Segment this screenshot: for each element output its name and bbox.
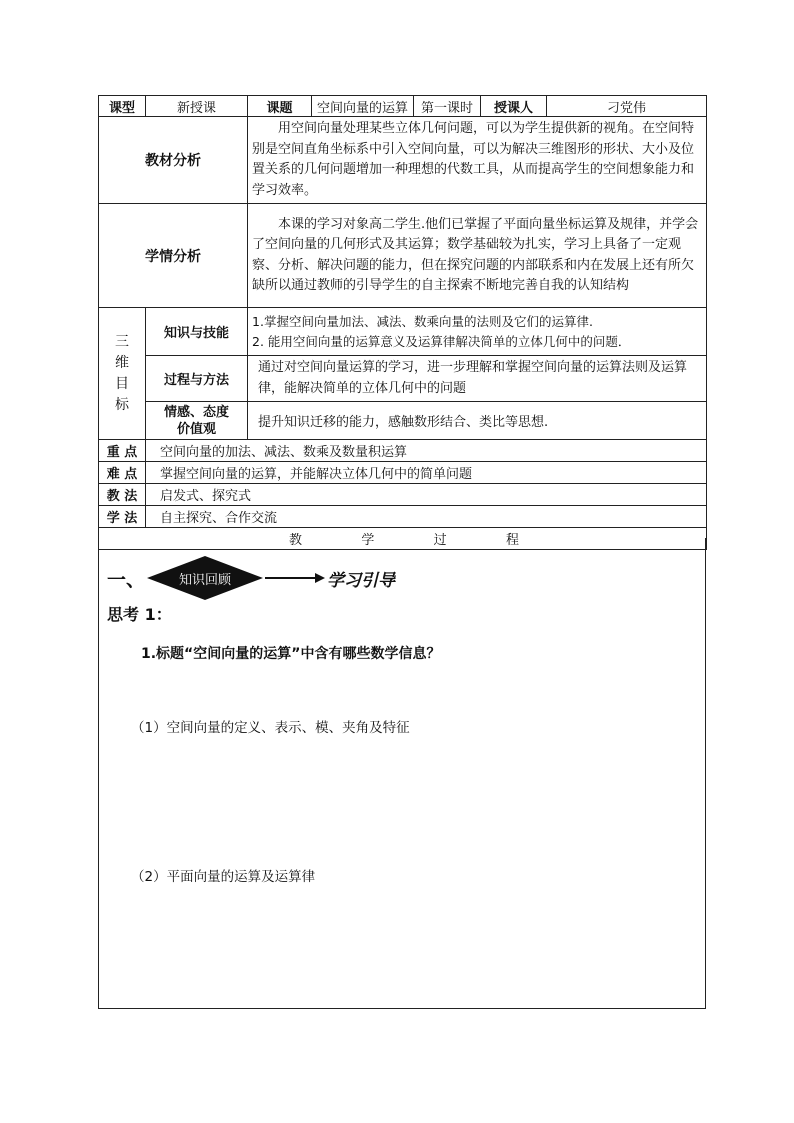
period-value: 第一课时 (414, 96, 481, 117)
knowledge-line: 1.掌握空间向量加法、减法、数乘向量的法则及它们的运算律. (252, 313, 593, 329)
think1-sub1: （1）空间向量的定义、表示、模、夹角及特征 (131, 720, 410, 736)
material-analysis-row (99, 117, 707, 204)
objectives-char: 维 (115, 354, 129, 371)
right-arrow-icon (265, 570, 325, 586)
header-row (99, 96, 707, 117)
objectives-char: 目 (115, 375, 129, 392)
process-heading-char: 程 (505, 533, 519, 548)
process-heading-char: 教 (289, 533, 303, 548)
teaching-process-area (98, 538, 706, 1009)
process-text: 通过对空间向量运算的学习，进一步理解和掌握空间向量的运算法则及运算律，能解决简单的立体几何中的问题 (248, 356, 707, 402)
focus-row (99, 440, 707, 462)
badge-text: 知识回顾 (179, 573, 232, 588)
emotion-text: 提升知识迁移的能力，感触数形结合、类比等思想. (248, 402, 707, 440)
objectives-char: 标 (115, 396, 129, 413)
learning-guide-title: 学习引导 (327, 570, 396, 591)
student-analysis-label: 学情分析 (99, 204, 248, 308)
learning-method-row (99, 506, 707, 528)
process-heading-char: 学 (361, 533, 375, 548)
objective-process-row (99, 356, 707, 402)
section1-number: 一、 (107, 568, 146, 591)
section1-heading (107, 556, 395, 600)
student-analysis-row (99, 204, 707, 308)
difficulty-text: 掌握空间向量的运算，并能解决立体几何中的简单问题 (146, 462, 707, 484)
knowledge-line: 2. 能用空间向量的运算意义及运算律解决简单的立体几何中的问题． (252, 333, 631, 349)
teaching-method-label: 教 法 (99, 484, 146, 506)
type-label: 课型 (99, 96, 146, 117)
objective-emotion-row (99, 402, 707, 440)
teaching-method-row (99, 484, 707, 506)
objective-knowledge-row (99, 308, 707, 356)
material-analysis-label: 教材分析 (99, 117, 248, 204)
student-analysis-text: 本课的学习对象高二学生.他们已掌握了平面向量坐标运算及规律，并学会了空间向量的几何形式及其运算；数学基础较为扎实，学习上具备了一定观察、分析、解决问题的能力，但在探究问题的内部联系和内在发展上还有所欠缺所以通过教师的引导学生的自主探索不断地完善自我的认知结构 (248, 204, 707, 308)
emotion-label (146, 402, 248, 440)
learning-method-text: 自主探究、合作交流 (146, 506, 707, 528)
teacher-label: 授课人 (481, 96, 547, 117)
lesson-plan (98, 95, 706, 550)
objectives-group-label (99, 308, 146, 440)
lesson-plan-table (98, 95, 707, 550)
focus-label: 重 点 (99, 440, 146, 462)
emotion-label-line: 情感、态度 (164, 404, 230, 420)
knowledge-review-badge (147, 556, 263, 600)
difficulty-row (99, 462, 707, 484)
think1-sub2: （2）平面向量的运算及运算律 (131, 869, 316, 885)
teaching-method-text: 启发式、探究式 (146, 484, 707, 506)
think1-title: 思考 1： (107, 605, 172, 624)
process-heading-char: 过 (433, 533, 447, 548)
objectives-char: 三 (115, 333, 129, 350)
topic-value: 空间向量的运算 (312, 96, 414, 117)
material-analysis-text: 用空间向量处理某些立体几何问题，可以为学生提供新的视角。在空间特别是空间直角坐标系中引入空间向量，可以为解决三维图形的形状、大小及位置关系的几何问题增加一种理想的代数工具，从而提高学生的空间想象能力和学习效率。 (248, 117, 707, 204)
focus-text: 空间向量的加法、减法、数乘及数量积运算 (146, 440, 707, 462)
knowledge-text (248, 308, 707, 356)
topic-label: 课题 (248, 96, 312, 117)
teacher-value: 刁党伟 (547, 96, 707, 117)
emotion-label-line: 价值观 (177, 421, 217, 437)
type-value: 新授课 (146, 96, 248, 117)
learning-method-label: 学 法 (99, 506, 146, 528)
think1-question: 1.标题“空间向量的运算”中含有哪些数学信息？ (141, 646, 441, 662)
process-label: 过程与方法 (146, 356, 248, 402)
difficulty-label: 难 点 (99, 462, 146, 484)
knowledge-label: 知识与技能 (146, 308, 248, 356)
